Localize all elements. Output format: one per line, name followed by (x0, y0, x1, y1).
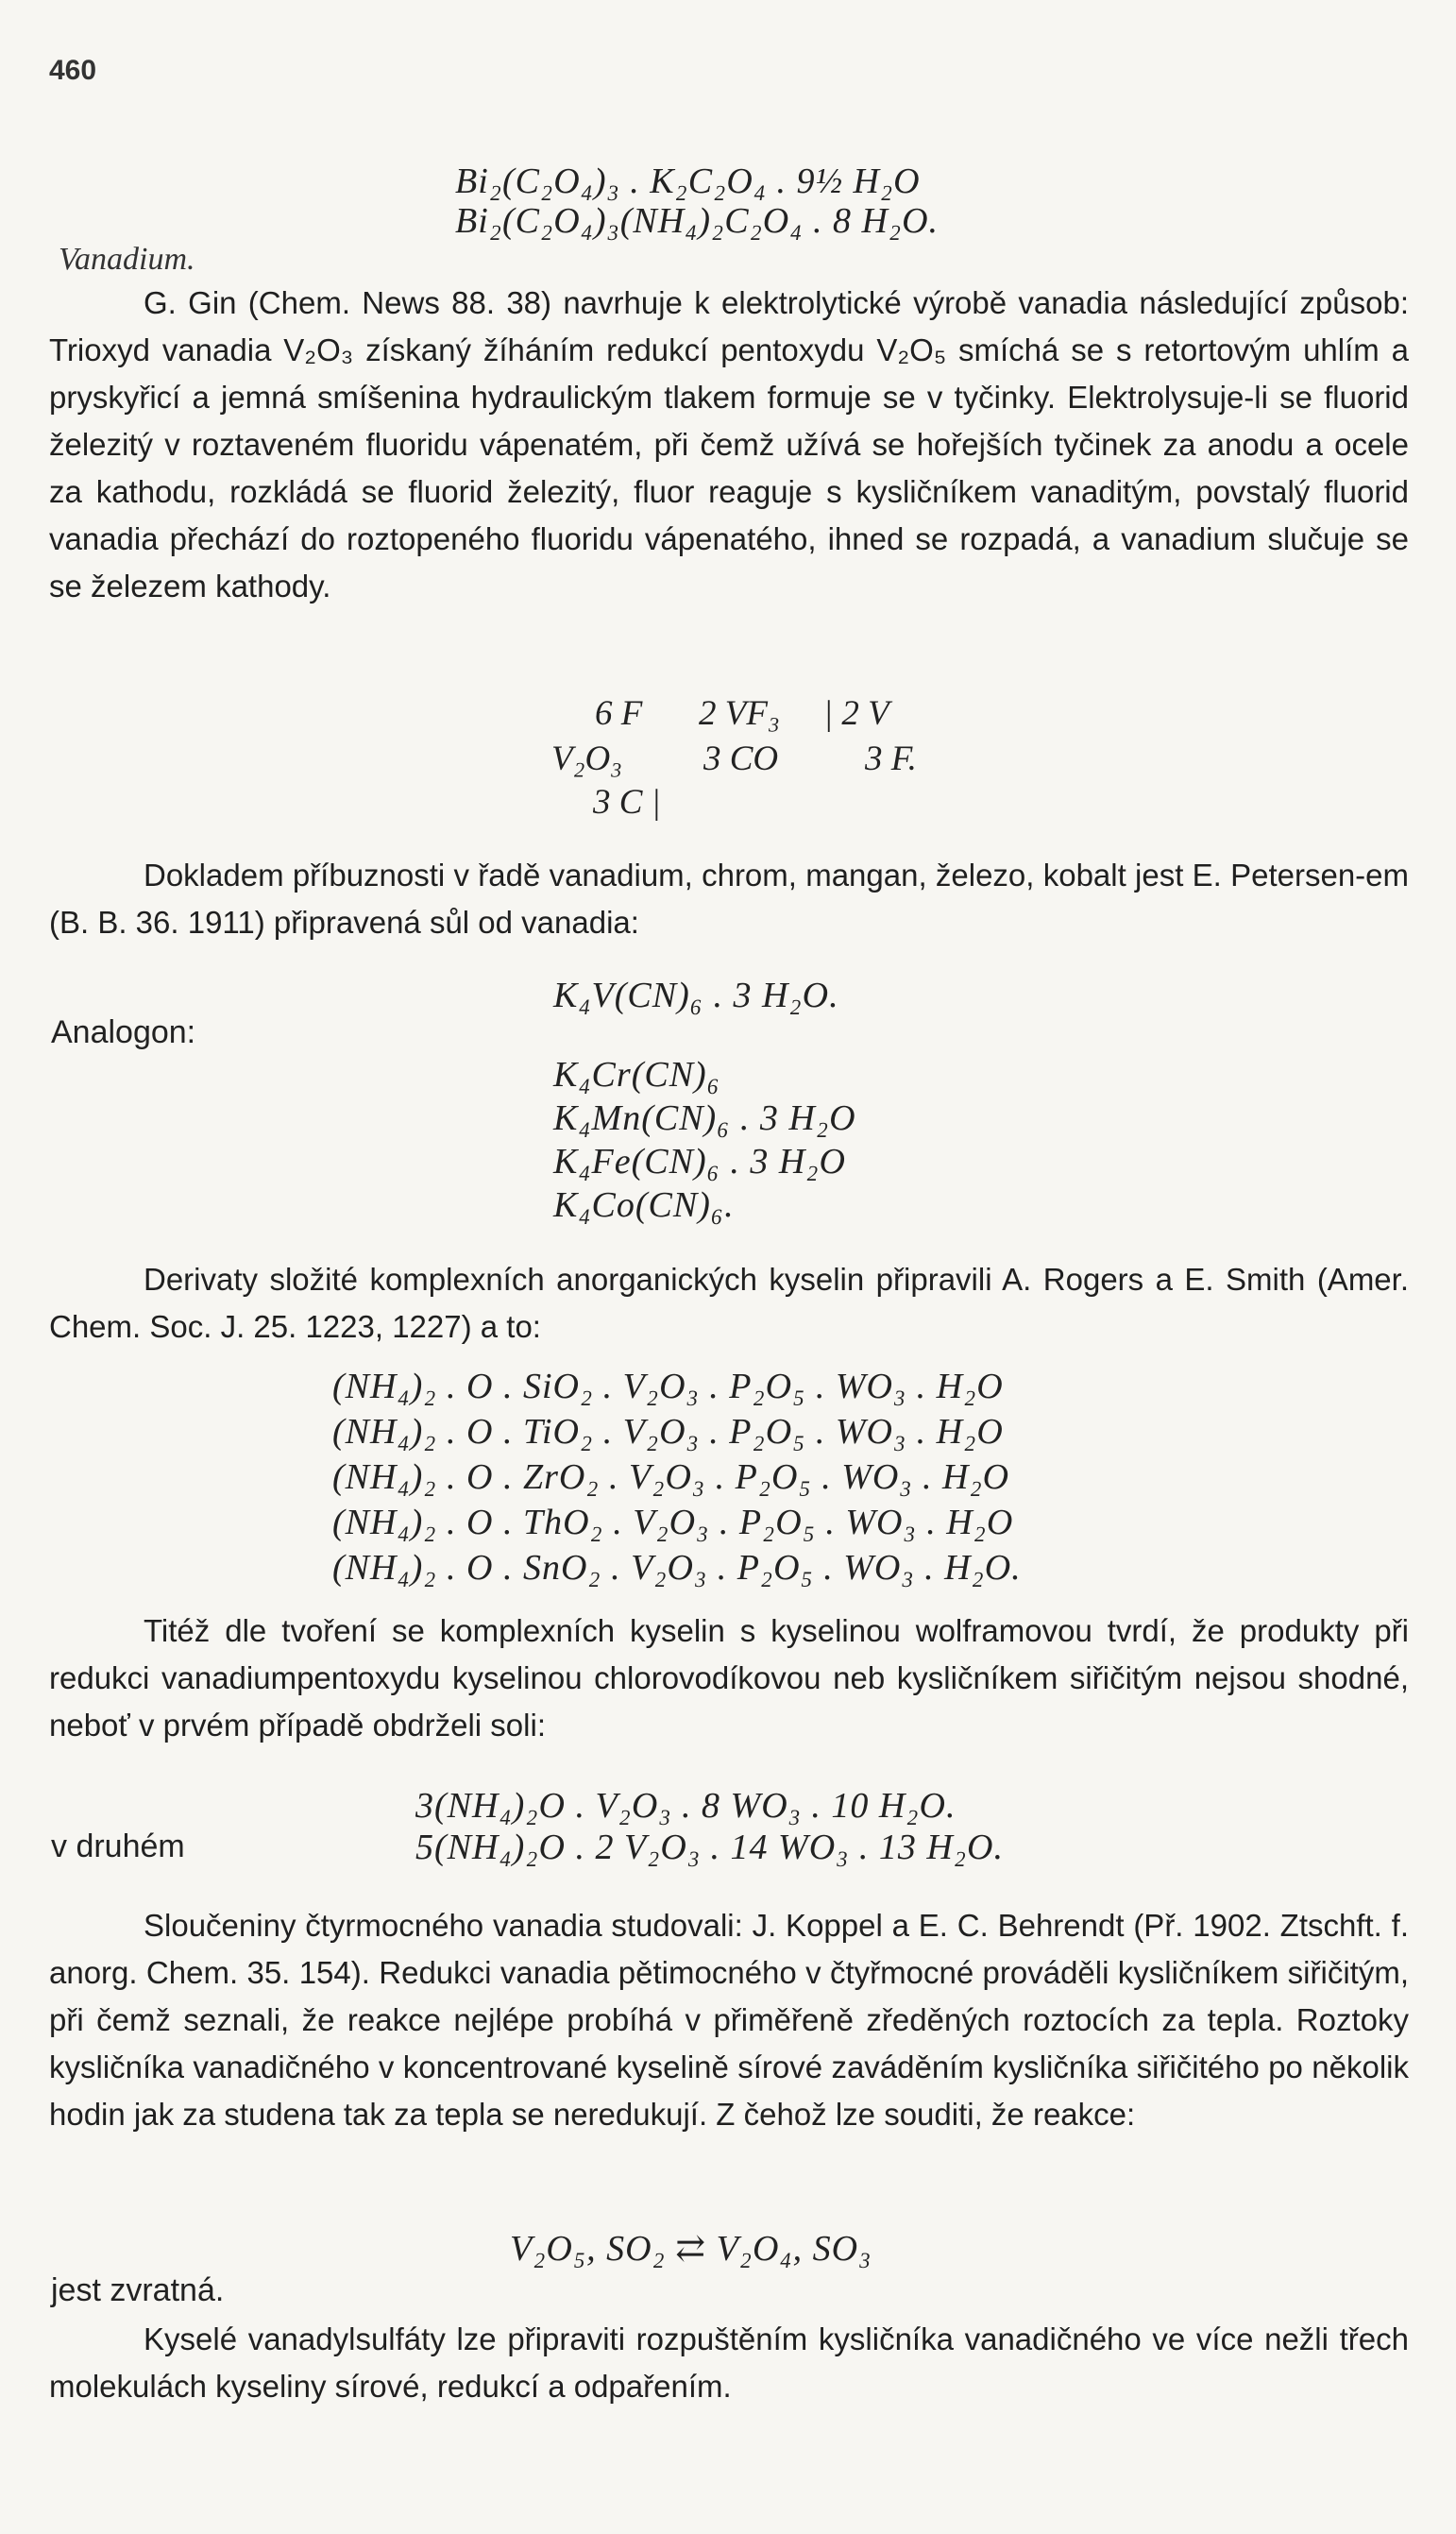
formula-bismuth-2: Bi₂(C₂O₄)₃(NH₄)₂C₂O₄ . 8 H₂O. (455, 201, 940, 241)
second-case-label: v druhém (51, 1828, 185, 1864)
formula-complex: (NH₄)₂ . O . ThO₂ . V₂O₃ . P₂O₅ . WO₃ . H₂O (332, 1503, 1014, 1542)
reversible-note: jest zvratná. (51, 2272, 225, 2308)
scheme-cell: 3 C | (593, 783, 661, 822)
formula-analogon: K₄Fe(CN)₆ . 3 H₂O (553, 1142, 846, 1182)
formula-bismuth-1: Bi₂(C₂O₄)₃ . K₂C₂O₄ . 9½ H₂O (455, 162, 921, 201)
formula-complex: (NH₄)₂ . O . SnO₂ . V₂O₃ . P₂O₅ . WO₃ . H₂O. (332, 1548, 1022, 1588)
formula-analogon: K₄Cr(CN)₆ (553, 1055, 720, 1095)
scheme-cell: 3 F. (865, 740, 917, 778)
scheme-cell: | 2 V (823, 694, 889, 733)
analogon-label: Analogon: (51, 1014, 196, 1050)
scheme-cell: 6 F (595, 694, 643, 733)
formula-complex: (NH₄)₂ . O . TiO₂ . V₂O₃ . P₂O₅ . WO₃ . H₂O (332, 1412, 1004, 1452)
scheme-cell: 2 VF₃ (699, 694, 780, 733)
paragraph-tungsten: Titéž dle tvoření se komplexních kyselin s kyselinou wolframovou tvrdí, že produkty při redukci vanadiumpentoxydu kyselinou chlorovodíkovou neb kysličníkem siřičitým nejsou shodné, neboť v prvém případě obdrželi soli: (49, 1613, 1409, 1743)
scheme-cell: V₂O₃ (551, 740, 623, 778)
formula-complex: (NH₄)₂ . O . ZrO₂ . V₂O₃ . P₂O₅ . WO₃ . H₂O (332, 1457, 1010, 1497)
formula-complex: (NH₄)₂ . O . SiO₂ . V₂O₃ . P₂O₅ . WO₃ . H₂O (332, 1367, 1004, 1406)
formula-analogon: K₄Mn(CN)₆ . 3 H₂O (553, 1098, 856, 1138)
paragraph-vanadylsulfates: Kyselé vanadylsulfáty lze připraviti rozpuštěním kysličníka vanadičného ve více nežli třech molekulách kyseliny sírové, redukcí a odpařením. (49, 2321, 1409, 2404)
section-heading: Vanadium. (59, 242, 195, 277)
paragraph-complex-acids: Derivaty složité komplexních anorganických kyselin připravili A. Rogers a E. Smith (Amer. Chem. Soc. J. 25. 1223, 1227) a to: (49, 1262, 1409, 1344)
formula-reaction: V₂O₅, SO₂ ⇄ V₂O₄, SO₃ (510, 2229, 872, 2269)
formula-salt-first: 3(NH₄)₂O . V₂O₃ . 8 WO₃ . 10 H₂O. (415, 1786, 957, 1826)
formula-vanadium-salt: K₄V(CN)₆ . 3 H₂O. (553, 976, 839, 1015)
paragraph-electrolysis: G. Gin (Chem. News 88. 38) navrhuje k elektrolytické výrobě vanadia následující způsob: Trioxyd vanadia V₂O₃ získaný žíháním redukcí pentoxydu V₂O₅ smíchá se s retortovým uhlím a pryskyřicí a jemná smíšenina hydraulickým tlakem formuje se v tyčinky. Elektrolysuje-li se fluorid železitý v roztaveném fluoridu vápenatém, při čemž užívá se hořejších tyčinek za anodu a ocele za kathodu, rozkládá se fluorid železitý, fluor reaguje s kysličníkem vanaditým, povstalý fluorid vanadia přechází do roztopeného fluoridu vápenatého, ihned se rozpadá, a vanadium slučuje se se železem kathody. (49, 285, 1409, 604)
formula-salt-second: 5(NH₄)₂O . 2 V₂O₃ . 14 WO₃ . 13 H₂O. (415, 1828, 1004, 1867)
paragraph-analogy: Dokladem příbuznosti v řadě vanadium, chrom, mangan, železo, kobalt jest E. Petersen-em (B. B. 36. 1911) připravená sůl od vanadia: (49, 858, 1409, 940)
paragraph-tetravalent: Sloučeniny čtyrmocného vanadia studovali: J. Koppel a E. C. Behrendt (Př. 1902. Ztschft. f. anorg. Chem. 35. 154). Redukci vanadia pětimocného v čtyřmocné prováděli kysličníkem siřičitým, při čemž seznali, že reakce nejlépe probíhá v přiměřeně zředěných roztocích za tepla. Roztoky kysličníka vanadičného v koncentrované kyselině sírové zaváděním kysličníka siřičitého po několik hodin jak za studena tak za tepla se neredukují. Z čehož lze souditi, že reakce: (49, 1908, 1409, 2132)
scheme-cell: 3 CO (703, 740, 779, 778)
formula-analogon: K₄Co(CN)₆. (553, 1185, 735, 1225)
page-number: 460 (49, 55, 97, 86)
